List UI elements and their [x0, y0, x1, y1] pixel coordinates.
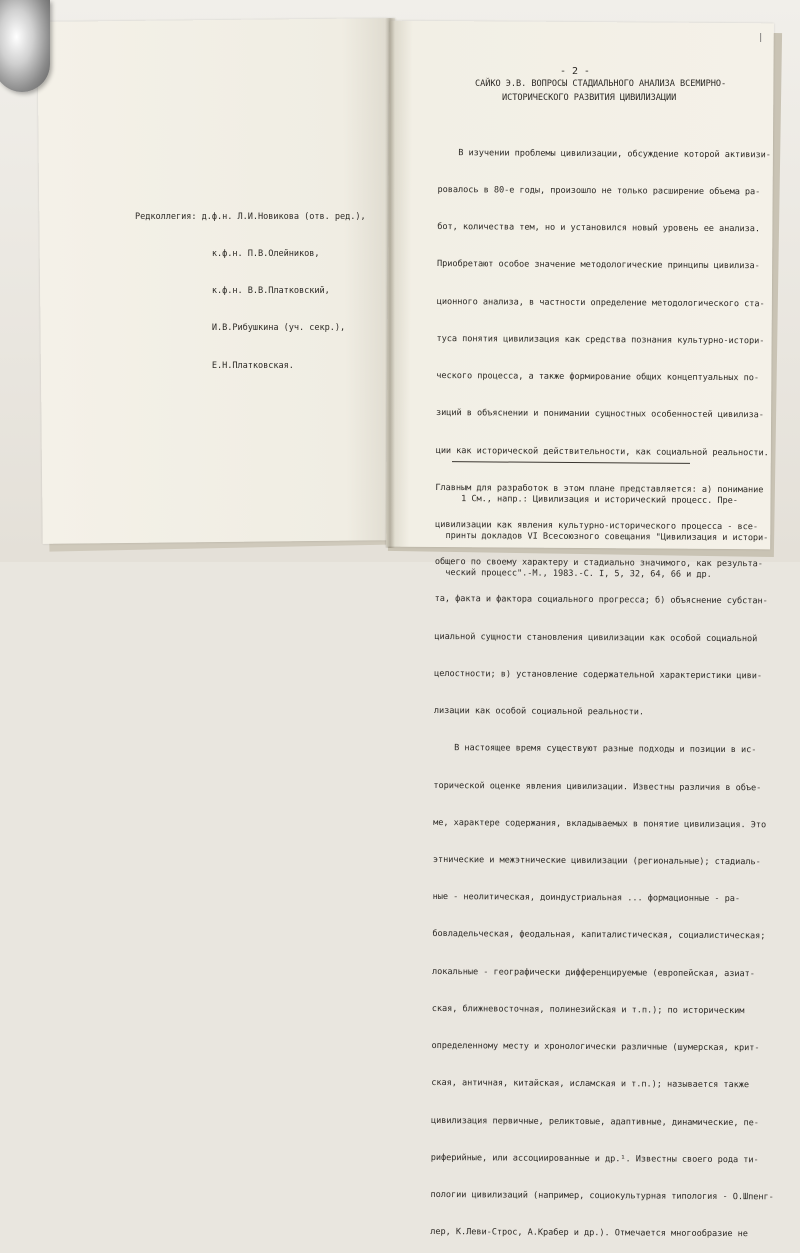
body-line: бот, количества тем, но и установился новый уровень ее анализа. [437, 222, 761, 235]
body-line: риферийные, или ассоциированные и др.¹. Известны своего рода ти- [430, 1152, 759, 1165]
body-line: ровалось в 80-е годы, произошло не только расширение объема ра- [437, 185, 761, 198]
body-line: цивилизации как явления культурно-исторического процесса - все- [435, 519, 759, 533]
body-line: Главным для разработок в этом плане представляется: а) понимание [435, 482, 764, 496]
body-line: ме, характере содержания, вкладываемых в понятие цивилизация. Это [433, 817, 767, 831]
body-line: бовладельческая, феодальная, капиталистическая, социалистическая; [432, 929, 766, 942]
book-gutter [385, 18, 395, 548]
body-line: В настоящее время существуют разные подходы и позиции в ис- [433, 743, 757, 756]
body-line: локальные - географически дифференцируемые (европейская, азиат- [432, 966, 755, 979]
editors-line: Редколлегия: д.ф.н. Л.И.Новикова (отв. ред.), [135, 211, 366, 222]
body-line: лизации как особой социальной реальности. [433, 706, 645, 718]
body-line: пологии цивилизаций (например, социокультурная типология - О.Шпенг- [430, 1189, 774, 1203]
page-number: - 2 - [560, 66, 590, 77]
editors-line: И.В.Рибушкина (уч. секр.), [135, 323, 346, 334]
article-body [430, 122, 781, 1253]
body-line: определенному месту и хронологически различные (шумерская, крит- [431, 1041, 760, 1054]
corner-mark: | [758, 33, 764, 43]
body-line: общего по своему характеру и стадиально значимого, как результа- [434, 557, 763, 570]
body-line: ческого процесса, а также формирование общих концептуальных по- [436, 371, 760, 384]
body-line: лер, К.Леви-Строс, А.Крабер и др.). Отмечается многообразие не [430, 1227, 748, 1240]
body-line: ционного анализа, в частности определение методологического ста- [436, 296, 765, 309]
body-line: торической оценке явления цивилизации. Известны различия в объе- [433, 780, 762, 793]
body-line: та, факта и фактора социального прогресса; б) объяснение субстан- [434, 594, 768, 607]
body-line: циальной сущности становления цивилизации как особой социальной [434, 631, 758, 644]
body-line: цивилизация первичные, реликтовые, адаптивные, динамические, пе- [430, 1115, 759, 1128]
body-line: ные - неолитическая, доиндустриальная ... формационные - ра- [432, 892, 741, 905]
body-line: зиций в объяснении и понимании сущностных особенностей цивилиза- [435, 408, 764, 421]
editorial-board [135, 186, 366, 385]
footnote-line: 1 См., напр.: Цивилизация и исторический процесс. Пре- [445, 493, 738, 506]
body-line: В изучении проблемы цивилизации, обсуждение которой активизи- [437, 147, 771, 161]
body-line: ская, ближневосточная, полинезийская и т.п.); по историческим [431, 1003, 745, 1017]
body-line: туса понятия цивилизация как средства познания культурно-истори- [436, 333, 765, 347]
footnote-line: принты докладов VI Всесоюзного совещания "Цивилизация и истори- [445, 531, 769, 544]
body-line: Приобретают особое значение методологические принципы цивилиза- [436, 259, 760, 272]
body-line: ская, античная, китайская, исламская и т.п.); называется также [431, 1078, 750, 1091]
article-title-line-1: САЙКО Э.В. ВОПРОСЫ СТАДИАЛЬНОГО АНАЛИЗА ВСЕМИРНО- [475, 79, 727, 89]
editors-line: Е.Н.Платковская. [135, 360, 294, 371]
body-line: этнические и межэтнические цивилизации (региональные); стадиаль- [432, 854, 761, 868]
editors-line: к.ф.н. В.В.Платковский, [135, 286, 330, 297]
metal-binding-clip [0, 0, 50, 92]
body-line: целостности; в) установление содержательной характеристики циви- [434, 668, 763, 682]
footnote [445, 468, 769, 594]
article-title-line-2: ИСТОРИЧЕСКОГО РАЗВИТИЯ ЦИВИЛИЗАЦИИ [502, 93, 677, 103]
footnote-line: ческий процесс".-М., 1983.-С. I, 5, 32, 64, 66 и др. [445, 568, 712, 581]
body-line: ции как исторической действительности, как социальной реальности. [435, 445, 769, 458]
editors-line: к.ф.н. П.В.Олейников, [135, 249, 320, 260]
